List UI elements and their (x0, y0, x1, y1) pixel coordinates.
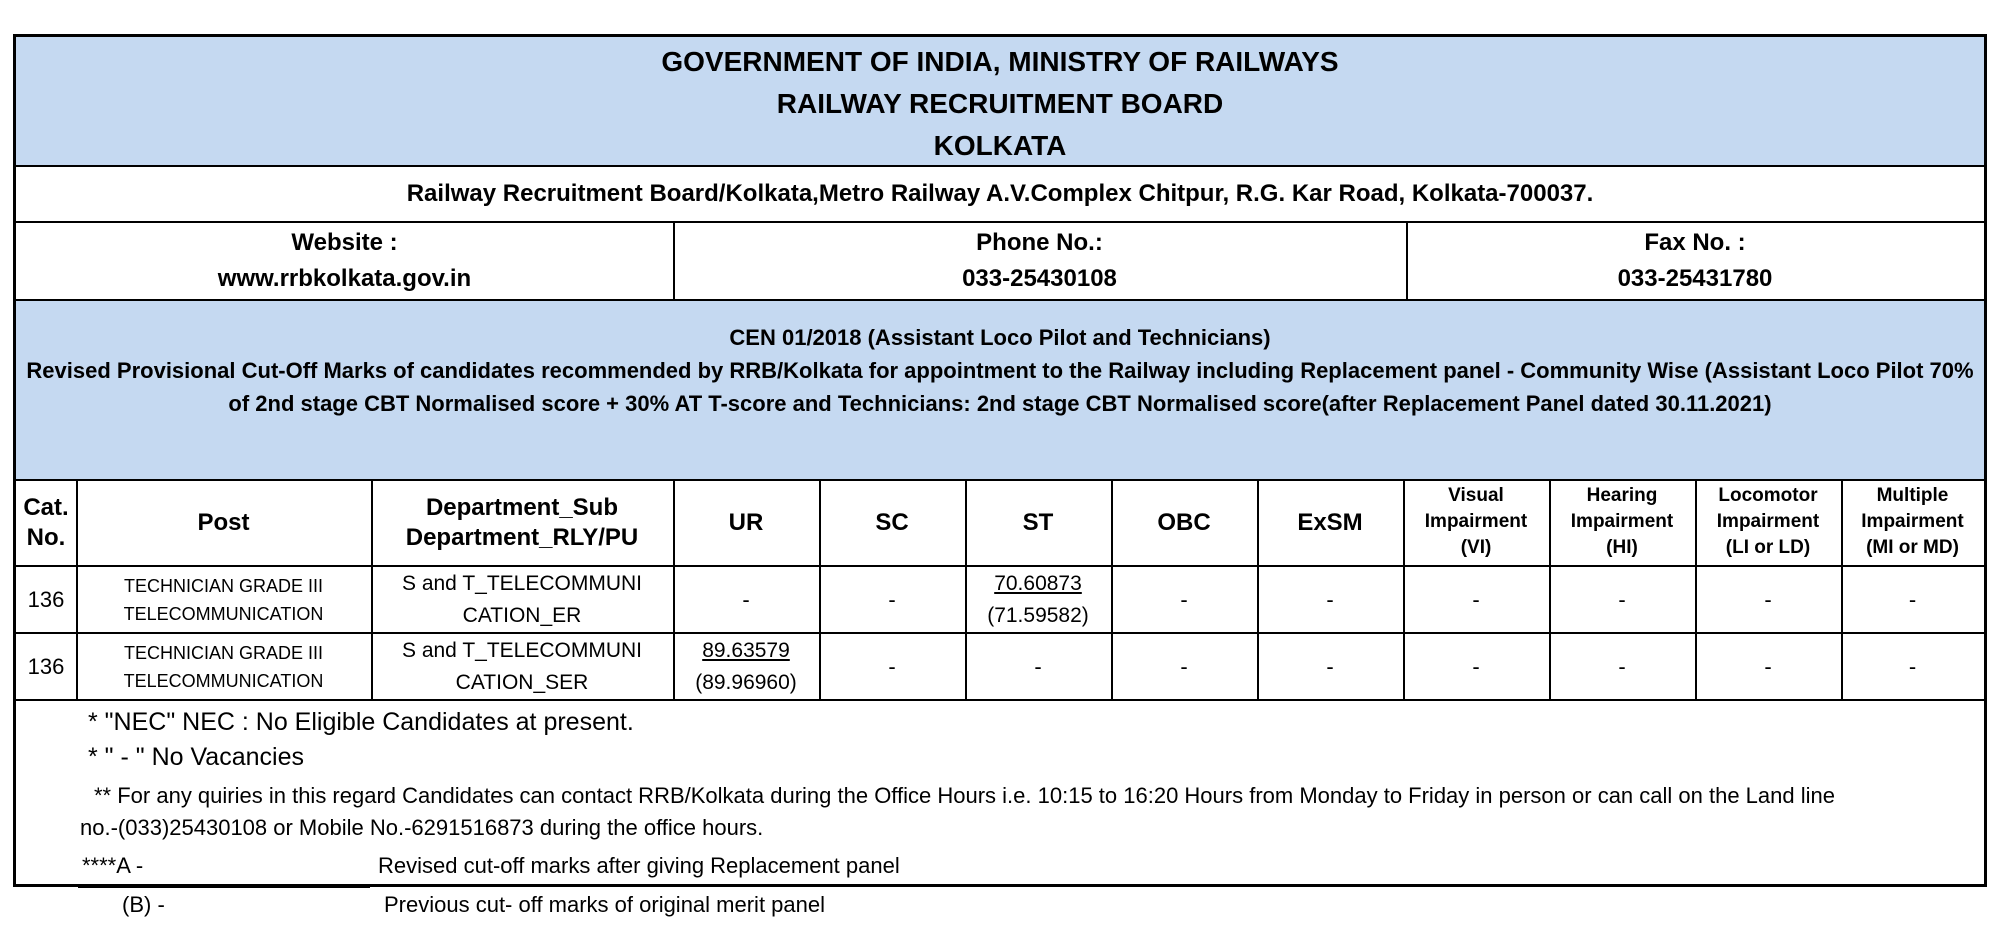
col-header-li: Locomotor Impairment (LI or LD) (1716, 485, 1820, 558)
notice-line-3: of 2nd stage CBT Normalised score + 30% AT T-score and Technicians: 2nd stage CBT Normalised score(after Replacement Panel dated 30.11.2021) (228, 391, 1772, 416)
row1-exsm: - (1326, 586, 1334, 612)
address (16, 167, 1984, 221)
col-header-sc: SC (875, 509, 909, 536)
row1-mi: - (1908, 586, 1917, 612)
col-header-cat-no: Cat. No. (23, 494, 69, 551)
legend-a-text: Revised cut-off marks after giving Replacement panel (378, 853, 900, 878)
col-header-post: Post (197, 509, 250, 536)
col-header-vi: Visual Impairment (VI) (1424, 485, 1528, 558)
row2-department: S and T_TELECOMMUNI CATION_SER (401, 638, 642, 694)
header-line-1: GOVERNMENT OF INDIA, MINISTRY OF RAILWAYS (661, 46, 1339, 77)
phone-cell (673, 223, 1406, 299)
row2-ur (673, 634, 819, 699)
row2-ur-previous: (89.96960) (695, 670, 797, 694)
notice-band (16, 301, 1984, 479)
row1-cat-no: 136 (27, 586, 65, 612)
row1-obc: - (1180, 586, 1188, 612)
row1-vi: - (1472, 586, 1480, 612)
col-header-hi: Hearing Impairment (HI) (1570, 485, 1674, 558)
website-cell (16, 223, 673, 299)
row2-li: - (1764, 653, 1772, 679)
row1-hi: - (1618, 586, 1626, 612)
row2-obc: - (1180, 653, 1188, 679)
col-header-st: ST (1022, 509, 1054, 536)
row2-ur-revised: 89.63579 (702, 638, 790, 662)
legend-a-underline (78, 884, 370, 888)
row1-st-revised: 70.60873 (994, 571, 1082, 595)
website-label: Website : (291, 229, 398, 256)
row2-sc: - (888, 653, 896, 679)
notice-cen: CEN 01/2018 (Assistant Loco Pilot and Technicians) (729, 325, 1271, 350)
row2-exsm: - (1326, 653, 1334, 679)
note-nec: * "NEC" NEC : No Eligible Candidates at present. (88, 708, 634, 736)
row1-sc: - (888, 586, 896, 612)
legend-b-text: Previous cut- off marks of original merit panel (384, 892, 825, 917)
row2-post: TECHNICIAN GRADE III TELECOMMUNICATION (123, 642, 324, 691)
row1-post: TECHNICIAN GRADE III TELECOMMUNICATION (123, 575, 324, 624)
note-contact-line-1: ** For any quiries in this regard Candidates can contact RRB/Kolkata during the Office Hours i.e. 10:15 to 16:20 Hours from Monday to Friday in person or can call on the Land line (94, 783, 1835, 808)
header-band (16, 37, 1984, 165)
row2-vi: - (1472, 653, 1480, 679)
row2-st: - (1034, 653, 1042, 679)
col-header-department: Department_Sub Department_RLY/PU (405, 494, 639, 551)
col-header-exsm: ExSM (1297, 509, 1363, 536)
col-header-ur: UR (728, 509, 764, 536)
col-header-obc: OBC (1157, 509, 1211, 536)
row2-hi: - (1618, 653, 1626, 679)
legend-b-key: (B) - (122, 892, 165, 917)
phone-value: 033-25430108 (962, 265, 1117, 292)
address-text: Railway Recruitment Board/Kolkata,Metro Railway A.V.Complex Chitpur, R.G. Kar Road, Kolkata-700037. (406, 180, 1594, 207)
header-line-3: KOLKATA (933, 130, 1067, 161)
website-value: www.rrbkolkata.gov.in (217, 265, 472, 292)
notice-line-2: Revised Provisional Cut-Off Marks of candidates recommended by RRB/Kolkata for appointment to the Railway including Replacement panel - Community Wise (Assistant Loco Pilot 70% (26, 358, 1974, 383)
fax-value: 033-25431780 (1617, 265, 1773, 292)
row1-ur: - (742, 586, 750, 612)
row1-st (965, 567, 1111, 632)
header-line-2: RAILWAY RECRUITMENT BOARD (776, 88, 1224, 119)
row1-department: S and T_TELECOMMUNI CATION_ER (401, 571, 642, 627)
row2-cat-no: 136 (27, 653, 65, 679)
phone-label: Phone No.: (976, 229, 1103, 256)
document-frame (13, 34, 1987, 917)
col-header-mi: Multiple Impairment (MI or MD) (1861, 485, 1964, 558)
fax-cell (1406, 223, 1984, 299)
legend-a-key: ****A - (82, 853, 144, 878)
row1-st-previous: (71.59582) (987, 603, 1089, 627)
fax-label: Fax No. : (1644, 229, 1746, 256)
row1-li: - (1764, 586, 1772, 612)
row2-mi: - (1908, 653, 1917, 679)
note-no-vacancies: * " - " No Vacancies (88, 743, 304, 771)
note-contact-line-2: no.-(033)25430108 or Mobile No.-6291516873 during the office hours. (80, 815, 764, 840)
